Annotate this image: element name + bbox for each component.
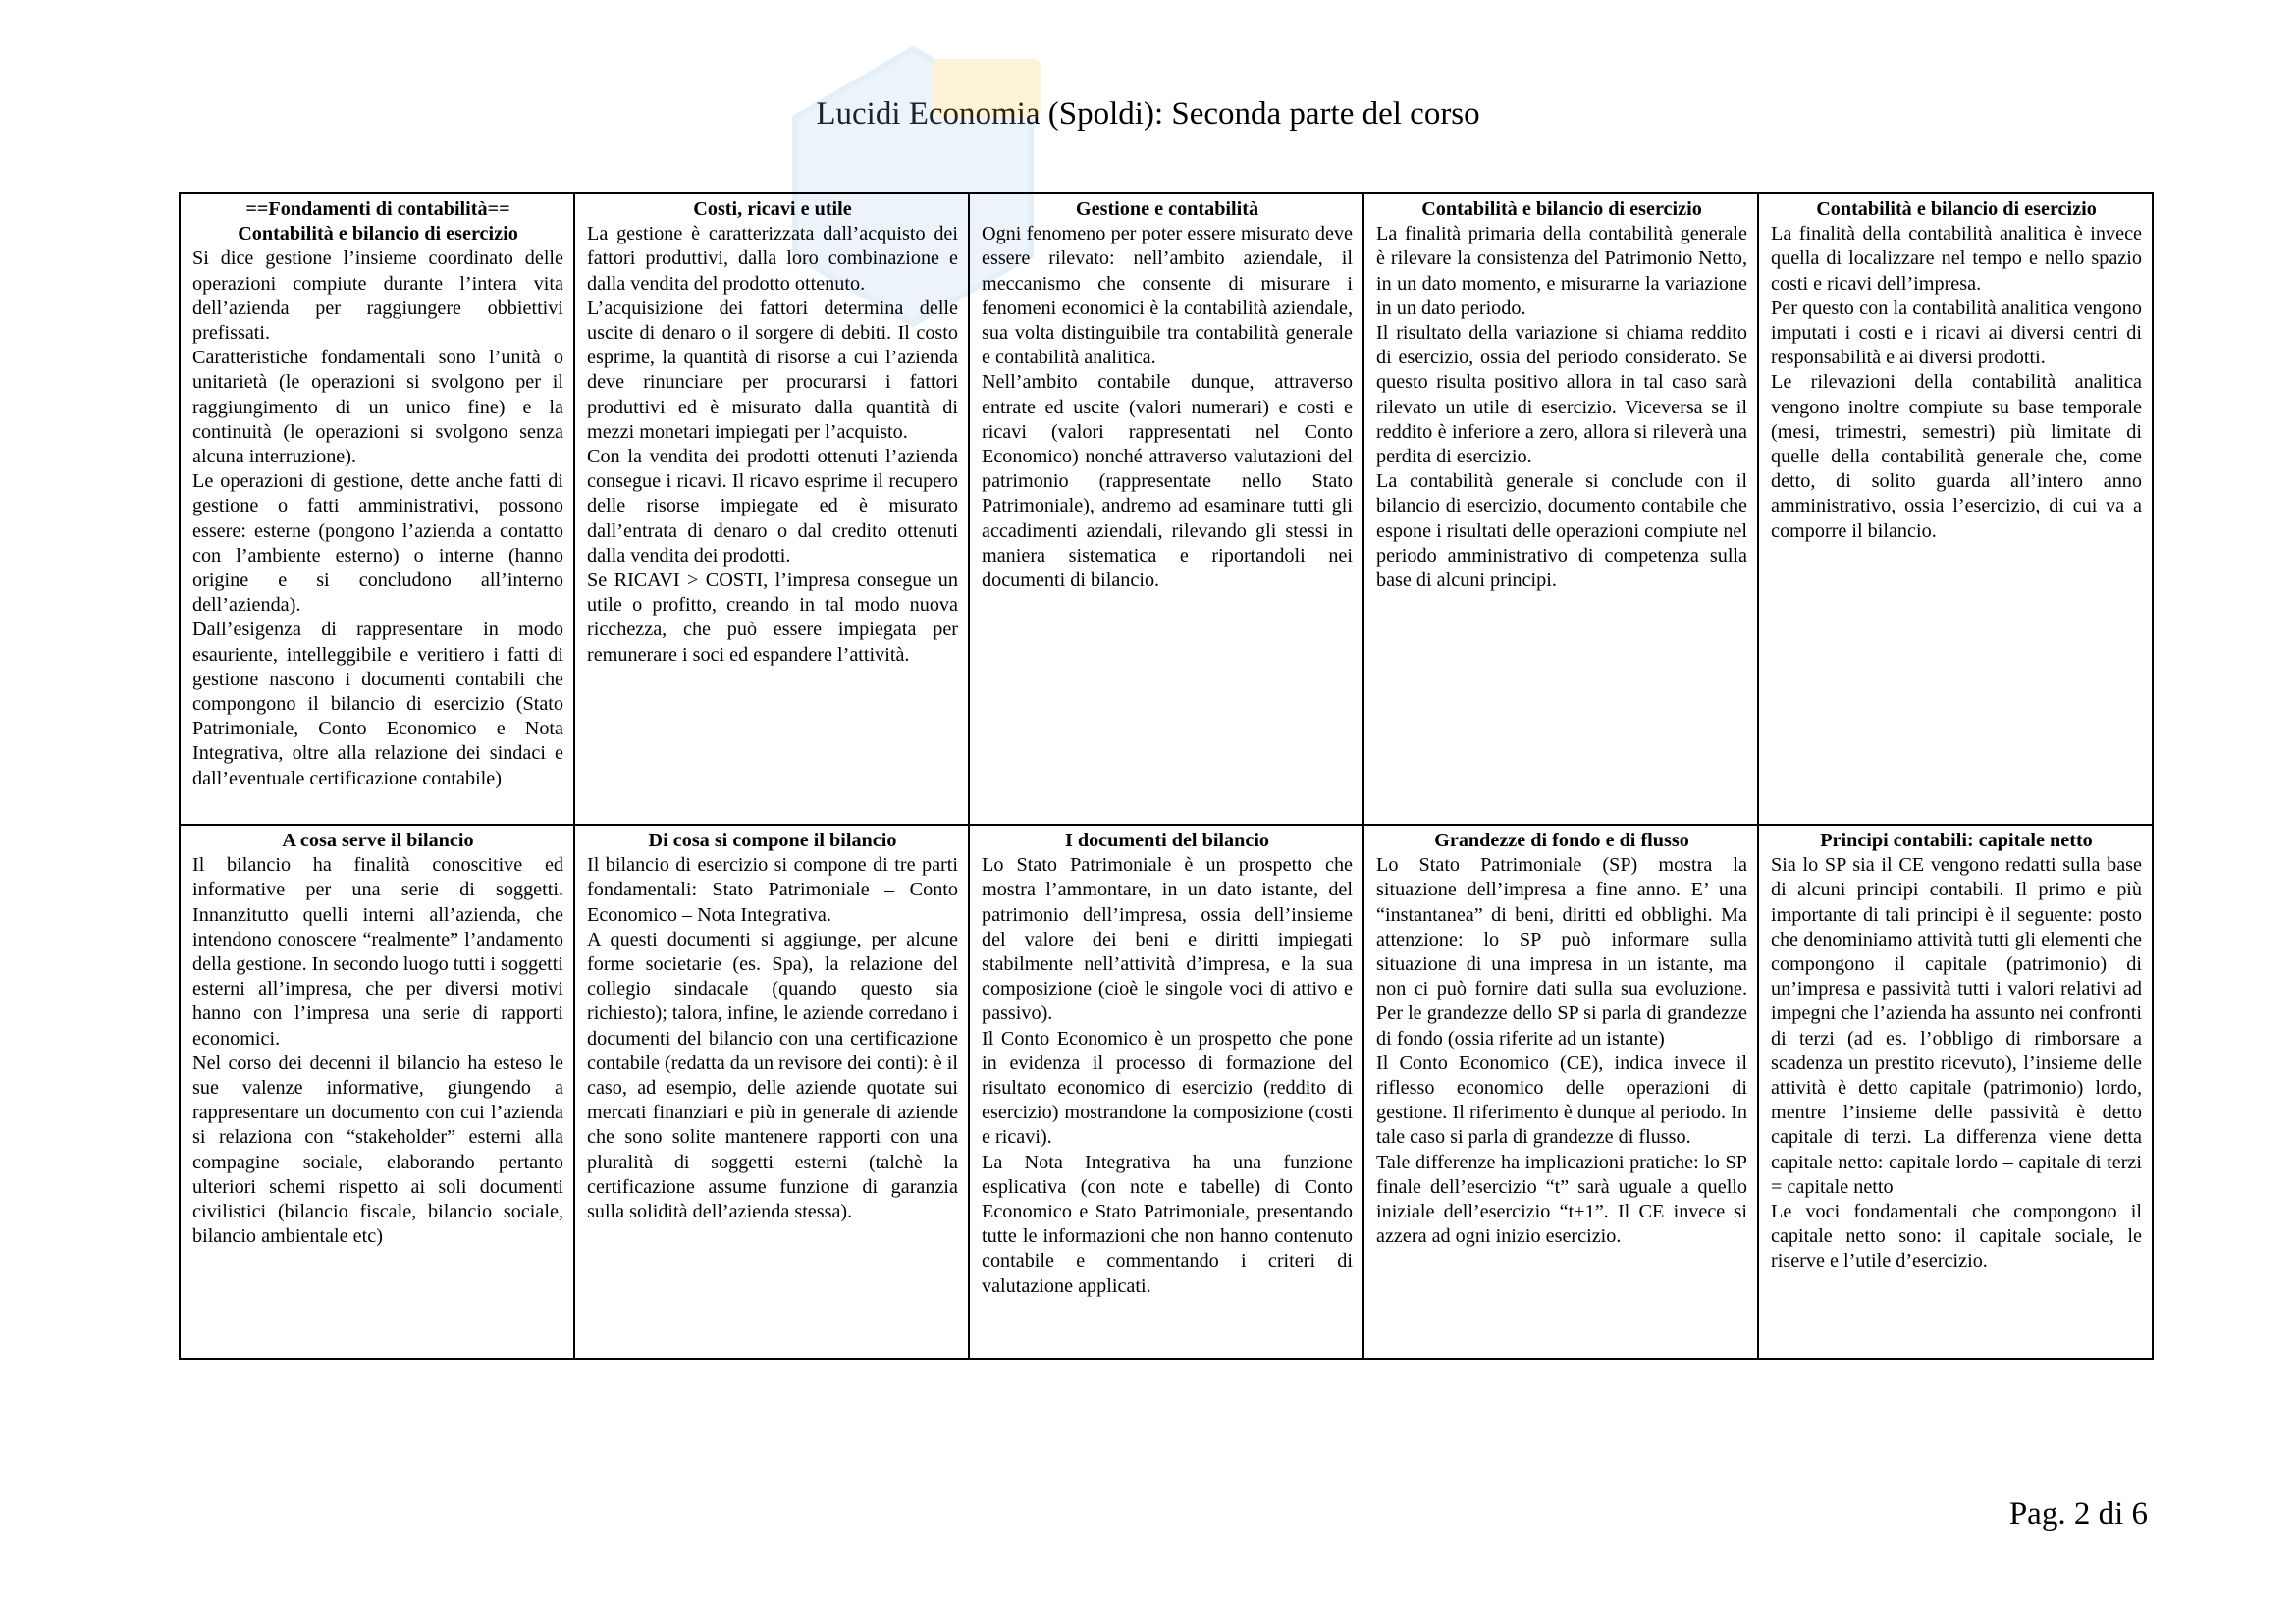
- cell-paragraph: La finalità della contabilità analitica è invece quella di localizzare nel tempo e nello spazio costi e ricavi dell’impresa.: [1771, 223, 2142, 295]
- cell-paragraph: Le voci fondamentali che compongono il capitale netto sono: il capitale sociale, le riserve e l’utile d’esercizio.: [1771, 1201, 2142, 1272]
- cell-paragraph: Il bilancio di esercizio si compone di tre parti fondamentali: Stato Patrimoniale – Conto Economico – Nota Integrativa.: [587, 854, 958, 926]
- cell-composizione-bilancio: [574, 825, 969, 1359]
- cell-heading: A cosa serve il bilancio: [282, 830, 474, 851]
- cell-paragraph: La gestione è caratterizzata dall’acquisto dei fattori produttivi, dalla loro combinazione e dalla vendita del prodotto ottenuto.: [587, 223, 958, 295]
- cell-paragraph: Il bilancio ha finalità conoscitive ed informative per una serie di soggetti. Innanzitutto quelli interni all’azienda, che intendono conoscere “realmente” l’andamento della gestione. In secondo luogo tutti i soggetti esterni all’impresa, che per diversi motivi hanno con l’impresa una serie di rapporti economici.: [192, 854, 563, 1050]
- cell-paragraph: Ogni fenomeno per poter essere misurato deve essere rilevato: nell’ambito aziendale, il meccanismo che consente di misurare i fenomeni economici è la contabilità aziendale, sua volta distinguibile tra contabilità generale e contabilità analitica.: [982, 223, 1353, 369]
- cell-gestione-contabilita: [969, 193, 1363, 825]
- cell-paragraph: Lo Stato Patrimoniale (SP) mostra la situazione dell’impresa a fine anno. E’ una “instantanea” di beni, diritti ed obblighi. Ma attenzione: lo SP può informare sulla situazione di una impresa in un istante, ma non ci può fornire dati sulla sua evoluzione. Per le grandezze dello SP si parla di grandezze di fondo (ossia riferite ad un istante): [1376, 854, 1747, 1050]
- cell-paragraph: Se RICAVI > COSTI, l’impresa consegue un utile o profitto, creando in tal modo nuova ricchezza, che può essere impiegata per remunerare i soci ed espandere l’attività.: [587, 569, 958, 666]
- cell-paragraph: La contabilità generale si conclude con il bilancio di esercizio, documento contabile che espone i risultati delle operazioni compiute nel periodo amministrativo di competenza sulla base di alcuni principi.: [1376, 470, 1747, 592]
- cell-paragraph: Sia lo SP sia il CE vengono redatti sulla base di alcuni principi contabili. Il primo e più importante di tali principi è il seguente: posto che denominiamo attività tutti gli elementi che compongono il capitale (patrimonio) di un’impresa e passività tutti i valori relativi ad impegni che l’azienda ha assunto nei confronti di terzi (ad es. l’obbligo di rimborsare a scadenza un prestito ricevuto), l’insieme delle attività è detto capitale (patrimonio) lordo, mentre l’insieme delle passività è detto capitale di terzi. La differenza viene detta capitale netto: capitale lordo – capitale di terzi = capitale netto: [1771, 854, 2142, 1198]
- cell-costi-ricavi-utile: [574, 193, 969, 825]
- cell-paragraph: Caratteristiche fondamentali sono l’unità o unitarietà (le operazioni si svolgono per il raggiungimento di un unico fine) e la continuità (le operazioni si svolgono senza alcuna interruzione).: [192, 347, 563, 468]
- cell-documenti-bilancio: [969, 825, 1363, 1359]
- page-title: Lucidi Economia (Spoldi): Seconda parte del corso: [816, 96, 1480, 132]
- cell-heading: Grandezze di fondo e di flusso: [1434, 830, 1689, 851]
- cell-heading: Contabilità e bilancio di esercizio: [1421, 198, 1702, 220]
- cell-heading: I documenti del bilancio: [1064, 830, 1270, 851]
- cell-contabilita-generale: [1363, 193, 1758, 825]
- cell-paragraph: Il Conto Economico è un prospetto che pone in evidenza il processo di formazione del risultato economico di esercizio (reddito di esercizio) mostrandone la composizione (costi e ricavi).: [982, 1027, 1353, 1149]
- cell-grandezze-fondo-flusso: [1363, 825, 1758, 1359]
- cell-paragraph: Dall’esigenza di rappresentare in modo esauriente, intelleggibile e veritiero i fatti di gestione nascono i documenti contabili che compongono il bilancio di esercizio (Stato Patrimoniale, Conto Economico e Nota Integrativa, oltre alla relazione dei sindaci e dall’eventuale certificazione contabile): [192, 619, 563, 789]
- cell-paragraph: Nel corso dei decenni il bilancio ha esteso le sue valenze informative, giungendo a rappresentare un documento con cui l’azienda si relaziona con “stakeholder” esterni alla compagine sociale, elaborando pertanto ulteriori schemi rispetto ai soli documenti civilistici (bilancio fiscale, bilancio sociale, bilancio ambientale etc): [192, 1052, 563, 1248]
- cell-paragraph: Nell’ambito contabile dunque, attraverso entrate ed uscite (valori numerari) e costi e ricavi (valori rappresentati nel Conto Economico) nonché attraverso valutazioni del patrimonio (rappresentate nello Stato Patrimoniale), andremo ad esaminare tutti gli accadimenti aziendali, rilevando gli stessi in maniera sistematica e riportandoli nei documenti di bilancio.: [982, 371, 1353, 592]
- cell-paragraph: Lo Stato Patrimoniale è un prospetto che mostra l’ammontare, in un dato istante, del patrimonio dell’impresa, ossia dell’insieme del valore dei beni e diritti impiegati stabilmente nell’attività d’impresa, e la sua composizione (cioè le singole voci di attivo e passivo).: [982, 854, 1353, 1025]
- cell-principi-contabili: [1758, 825, 2153, 1359]
- cell-paragraph: Tale differenze ha implicazioni pratiche: lo SP finale dell’esercizio “t” sarà uguale a quello iniziale dell’esercizio “t+1”. Il CE invece si azzera ad ogni inizio esercizio.: [1376, 1151, 1747, 1248]
- cell-paragraph: A questi documenti si aggiunge, per alcune forme societarie (es. Spa), la relazione del collegio sindacale (quando questo sia richiesto); talora, infine, le aziende corredano i documenti del bilancio con una certificazione contabile (redatta da un revisore dei conti): è il caso, ad esempio, delle aziende quotate sui mercati finanziari e più in generale di aziende che sono solite mantenere rapporti con una pluralità di soggetti esterni (talchè la certificazione assume funzione di garanzia sulla solidità dell’azienda stessa).: [587, 928, 958, 1223]
- cell-heading: Contabilità e bilancio di esercizio: [1816, 198, 2097, 220]
- cell-paragraph: L’acquisizione dei fattori determina delle uscite di denaro o il sorgere di debiti. Il costo esprime, la quantità di risorse a cui l’azienda deve rinunciare per procurarsi i fattori produttivi ed è misurato dalla quantità di mezzi monetari impiegati per l’acquisto.: [587, 297, 958, 443]
- cell-contabilita-analitica: [1758, 193, 2153, 825]
- cell-heading: Principi contabili: capitale netto: [1820, 830, 2093, 851]
- grid-row-1: [180, 193, 2153, 825]
- cell-paragraph: Il risultato della variazione si chiama reddito di esercizio, ossia del periodo considerato. Se questo risulta positivo allora in tal caso sarà rilevato un utile di esercizio. Viceversa se il reddito è inferiore a zero, allora si rileverà una perdita di esercizio.: [1376, 322, 1747, 468]
- cell-a-cosa-serve-bilancio: [180, 825, 574, 1359]
- cell-heading: Di cosa si compone il bilancio: [648, 830, 897, 851]
- cell-paragraph: Le rilevazioni della contabilità analitica vengono inoltre compiute su base temporale (mesi, trimestri, semestri) più limitate di quelle della contabilità generale che, come detto, di solito guarda all’intero anno amministrativo, ossia l’esercizio, di cui va a comporre il bilancio.: [1771, 371, 2142, 542]
- cell-paragraph: Con la vendita dei prodotti ottenuti l’azienda consegue i ricavi. Il ricavo esprime il recupero delle risorse impiegate ed è misurato dall’entrata di denaro o dal credito ottenuti dalla vendita dei prodotti.: [587, 446, 958, 567]
- cell-paragraph: Si dice gestione l’insieme coordinato delle operazioni compiute durante l’intera vita dell’azienda per raggiungere obbiettivi prefissati.: [192, 247, 563, 345]
- grid-row-2: [180, 825, 2153, 1359]
- cell-paragraph: Le operazioni di gestione, dette anche fatti di gestione o fatti amministrativi, possono essere: esterne (pongono l’azienda a contatto con l’ambiente esterno) o interne (hanno origine e si concludono all’interno dell’azienda).: [192, 470, 563, 617]
- cell-heading: Costi, ricavi e utile: [693, 198, 852, 220]
- cell-paragraph: Per questo con la contabilità analitica vengono imputati i costi e i ricavi ai diversi centri di responsabilità e ai diversi prodotti.: [1771, 297, 2142, 369]
- content-grid: [179, 192, 2154, 1360]
- cell-paragraph: Il Conto Economico (CE), indica invece il riflesso economico delle operazioni di gestione. Il riferimento è dunque al periodo. In tale caso si parla di grandezze di flusso.: [1376, 1052, 1747, 1149]
- page-number: Pag. 2 di 6: [2008, 1496, 2148, 1532]
- cell-paragraph: La finalità primaria della contabilità generale è rilevare la consistenza del Patrimonio Netto, in un dato momento, e misurarne la variazione in un dato periodo.: [1376, 223, 1747, 319]
- cell-subheading: Contabilità e bilancio di esercizio: [238, 223, 518, 245]
- cell-fondamenti-contabilita: [180, 193, 574, 825]
- cell-heading: Gestione e contabilità: [1075, 198, 1259, 220]
- cell-heading: ==Fondamenti di contabilità==: [245, 198, 510, 220]
- cell-paragraph: La Nota Integrativa ha una funzione esplicativa (con note e tabelle) di Conto Economico e Stato Patrimoniale, presentando tutte le informazioni che non hanno contenuto contabile e commentando i criteri di valutazione applicati.: [982, 1151, 1353, 1297]
